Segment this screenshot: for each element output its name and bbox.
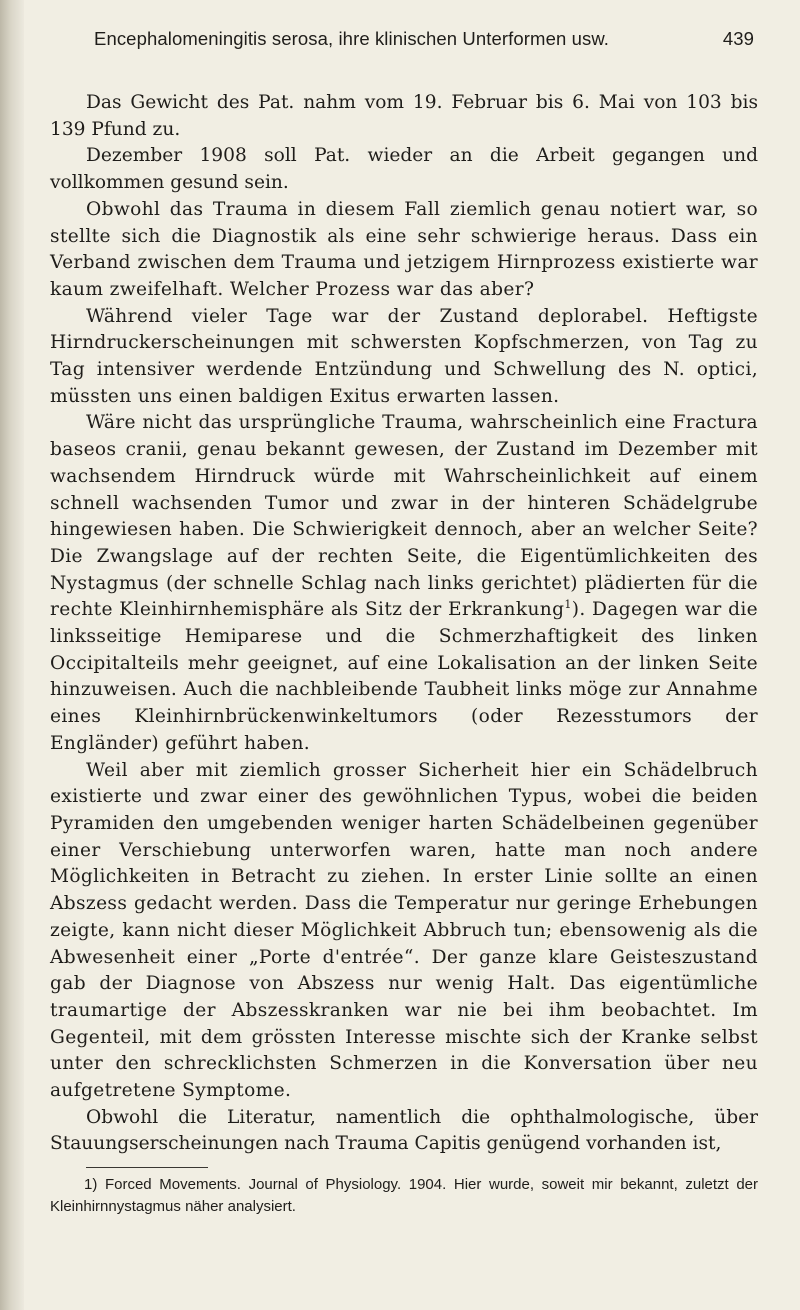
book-page <box>50 18 758 1218</box>
paragraph-condition: Während vieler Tage war der Zustand deplorabel. Heftigste Hirndruckerscheinungen mit schwersten Kopfschmerzen, von Tag zu Tag intensiver werdende Entzündung und Schwellung des N. optici, müssten uns einen baldigen Exitus erwarten lassen. <box>50 305 758 407</box>
running-head <box>50 18 758 52</box>
page-number: 439 <box>722 28 754 49</box>
paragraph-literature: Obwohl die Literatur, namentlich die ophthalmologische, über Stauungserscheinungen nach Trauma Capitis genügend vorhanden ist, <box>50 1106 758 1155</box>
paragraph-localisation-continuation: ). Dagegen war die linksseitige Hemiparese und die Schmerzhaftigkeit des linken Occipitalteils mehr geeignet, auf eine Lokalisation an der linken Seite hinzuweisen. Auch die nachbleibende Taubheit links möge zur Annahme eines Kleinhirnbrückenwinkeltumors (oder Rezesstumors der Engländer) geführt haben. <box>50 599 758 754</box>
page-gutter-shadow <box>0 0 24 1310</box>
footnote-reference: 1 <box>564 598 572 612</box>
footnote <box>50 1174 758 1218</box>
paragraph-diagnosis: Obwohl das Trauma in diesem Fall ziemlich genau notiert war, so stellte sich die Diagnostik als eine sehr schwierige heraus. Dass ein Verband zwischen dem Trauma und jetzigem Hirnprozess existierte war kaum zweifelhaft. Welcher Prozess war das aber? <box>50 198 758 300</box>
paragraph-abscess: Weil aber mit ziemlich grosser Sicherheit hier ein Schädelbruch existierte und zwar einer des gewöhnlichen Typus, wobei die beiden Pyramiden den umgebenden weniger harten Schädelbeinen gegenüber einer Verschiebung unterworfen waren, hatte man noch andere Möglichkeiten in Betracht zu ziehen. In erster Linie sollte an einen Abszess gedacht werden. Dass die Temperatur nur geringe Erhebungen zeigte, kann nicht dieser Möglichkeit Abbruch tun; ebensowenig als die Abwesenheit einer „Porte d'entrée“. Der ganze klare Geisteszustand gab der Diagnose von Abszess nur wenig Halt. Das eigentümliche traumartige der Abszesskranken war nie bei ihm beobachtet. Im Gegenteil, mit dem grössten Interesse mischte sich der Kranke selbst unter den schrecklichsten Schmerzen in die Konversation über neu aufgetretene Symptome. <box>50 759 758 1102</box>
paragraph-localisation <box>50 410 758 757</box>
running-title: Encephalomeningitis serosa, ihre klinischen Unterformen usw. <box>94 28 610 49</box>
paragraph-december: Dezember 1908 soll Pat. wieder an die Arbeit gegangen und vollkommen gesund sein. <box>50 145 758 194</box>
footnote-text: Forced Movements. Journal of Physiology. 1904. Hier wurde, soweit mir bekannt, zuletzt der Kleinhirnnystagmus näher analysiert. <box>50 1176 759 1216</box>
paragraph-weight: Das Gewicht des Pat. nahm vom 19. Februar bis 6. Mai von 103 bis 139 Pfund zu. <box>50 92 758 140</box>
body-text <box>50 90 758 1158</box>
footnote-rule <box>86 1167 208 1168</box>
footnotes <box>50 1174 758 1218</box>
paragraph-localisation-text: Wäre nicht das ursprüngliche Trauma, wahrscheinlich eine Fractura baseos cranii, genau bekannt gewesen, der Zustand im Dezember mit wachsendem Hirndruck würde mit Wahrscheinlichkeit auf einem schnell wachsenden Tumor und zwar in der hinteren Schädelgrube hingewiesen haben. Die Schwierigkeit dennoch, aber an welcher Seite? Die Zwangslage auf der rechten Seite, die Eigentümlichkeiten des Nystagmus (der schnelle Schlag nach links gerichtet) plädierten für die rechte Kleinhirnhemisphäre als Sitz der Erkrankung <box>50 412 758 621</box>
footnote-marker: 1) <box>84 1176 98 1194</box>
